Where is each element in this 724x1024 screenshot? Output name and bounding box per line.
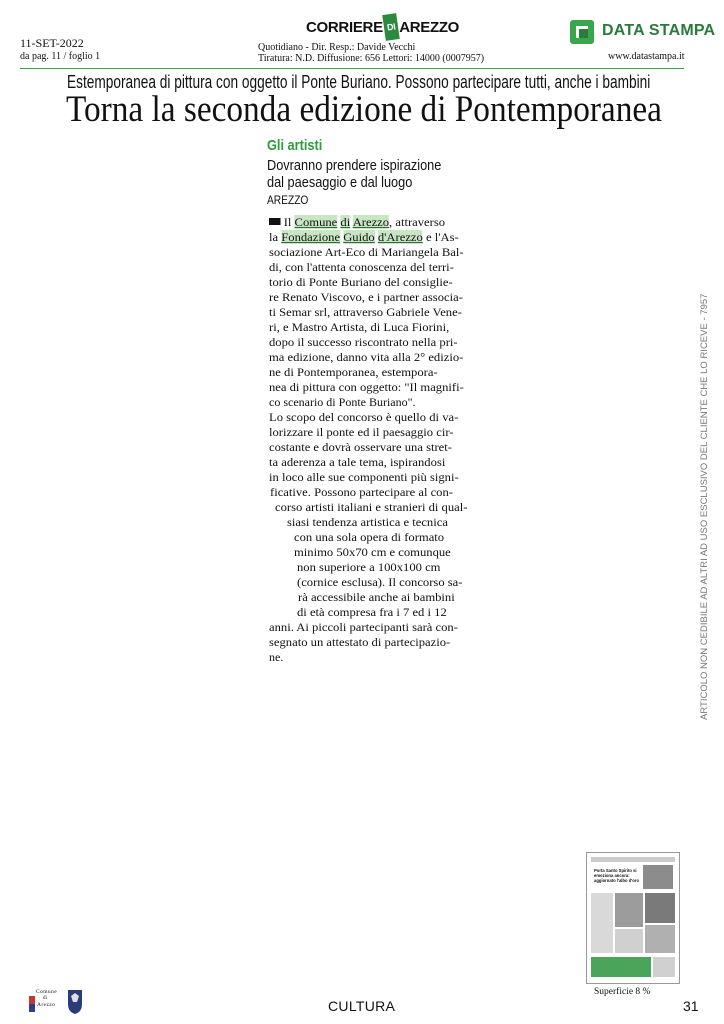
highlight-darezzo: d'Arezzo bbox=[377, 230, 423, 244]
data-stamp-logo-icon bbox=[570, 20, 594, 44]
header-divider bbox=[20, 68, 684, 69]
body-line: siasi tendenza artistica e tecnica bbox=[287, 515, 448, 529]
newspaper-logo bbox=[306, 14, 460, 38]
copyright-side-note: ARTICOLO NON CEDIBILE AD ALTRI AD USO ESCLUSIVO DEL CLIENTE CHE LO RICEVE - 7957 bbox=[699, 293, 710, 720]
crest-label-line-2: di bbox=[43, 996, 47, 1001]
article-headline: Torna la seconda edizione di Pontemporanea bbox=[66, 89, 662, 130]
body-line: ti Semar srl, attraverso Gabriele Vene- bbox=[269, 305, 462, 319]
body-text: e l'As- bbox=[425, 230, 459, 244]
page-thumbnail[interactable] bbox=[586, 852, 680, 984]
body-line: ri, e Mastro Artista, di Luca Fiorini, bbox=[269, 320, 450, 334]
body-text: la bbox=[269, 230, 279, 244]
body-line: lorizzare il ponte ed il paesaggio cir- bbox=[269, 425, 454, 439]
body-line: costante e dovrà osservare una stret- bbox=[269, 440, 452, 454]
body-line: (cornice esclusa). Il concorso sa- bbox=[297, 575, 463, 589]
paragraph-marker bbox=[269, 218, 281, 225]
article-subheadline-line-2: dal paesaggio e dal luogo bbox=[267, 174, 413, 191]
highlight-arezzo: Arezzo bbox=[352, 215, 390, 229]
body-line bbox=[269, 230, 459, 245]
data-stamp-name: DATA STAMPA bbox=[602, 22, 716, 39]
body-line: corso artisti italiani e stranieri di qual- bbox=[275, 500, 468, 514]
body-line: ne di Pontemporanea, estempora- bbox=[269, 365, 438, 379]
body-text: , attraverso bbox=[389, 215, 446, 229]
body-line: co scenario di Ponte Buriano". bbox=[269, 395, 416, 409]
body-line: Lo scopo del concorso è quello di va- bbox=[269, 410, 459, 424]
article-section-label: Gli artisti bbox=[267, 137, 323, 154]
publication-meta-line-1: Quotidiano - Dir. Resp.: Davide Vecchi bbox=[258, 42, 416, 53]
thumbnail-headline: Porta Santo Spirito si emoziona ancora: aggiornato l'albo d'oro bbox=[594, 868, 640, 883]
crest-icon bbox=[28, 982, 86, 1016]
crest-label-line-1: Comune bbox=[36, 989, 58, 995]
article-kicker: Estemporanea di pittura con oggetto il Ponte Buriano. Possono partecipare tutti, anche i bambini bbox=[67, 72, 651, 92]
highlight-di: di bbox=[340, 215, 351, 229]
body-line: anni. Ai piccoli partecipanti sarà con- bbox=[269, 620, 458, 634]
body-line: ficative. Possono partecipare al con- bbox=[270, 485, 453, 499]
comune-di-arezzo-logo bbox=[28, 982, 86, 1016]
highlight-fondazione: Fondazione bbox=[281, 230, 341, 244]
data-stamp-url[interactable]: www.datastampa.it bbox=[608, 51, 685, 62]
body-line: nea di pittura con oggetto: "Il magnifi- bbox=[269, 380, 464, 394]
body-line: re Renato Viscovo, e i partner associa- bbox=[269, 290, 463, 304]
body-line: rà accessibile anche ai bambini bbox=[298, 590, 455, 604]
body-line: torio di Ponte Buriano del consiglie- bbox=[269, 275, 453, 289]
page-info: da pag. 11 / foglio 1 bbox=[20, 51, 101, 62]
body-line: ma edizione, danno vita alla 2° edizio- bbox=[269, 350, 464, 364]
section-footer-label: CULTURA bbox=[328, 998, 396, 1014]
body-line: ne. bbox=[269, 650, 284, 664]
crest-label-line-3: Arezzo bbox=[37, 1002, 56, 1008]
page-number: 31 bbox=[683, 998, 699, 1014]
body-line: ta aderenza a tale tema, ispirandosi bbox=[269, 455, 446, 469]
body-line: minimo 50x70 cm e comunque bbox=[294, 545, 451, 559]
superficie-label: Superficie 8 % bbox=[594, 987, 651, 997]
article-dateline: AREZZO bbox=[267, 193, 309, 207]
body-line: di età compresa fra i 7 ed i 12 bbox=[297, 605, 447, 619]
publication-meta-line-2: Tiratura: N.D. Diffusione: 656 Lettori: 14000 (0007957) bbox=[258, 53, 485, 64]
logo-part-3: AREZZO bbox=[399, 19, 460, 36]
body-line bbox=[269, 215, 445, 230]
body-line: non superiore a 100x100 cm bbox=[297, 560, 441, 574]
highlight-guido: Guido bbox=[343, 230, 375, 244]
body-line: con una sola opera di formato bbox=[294, 530, 445, 544]
clip-date: 11-SET-2022 bbox=[20, 36, 84, 50]
body-line: sociazione Art-Eco di Mariangela Bal- bbox=[269, 245, 464, 259]
body-line: dopo il successo riscontrato nella pri- bbox=[269, 335, 458, 349]
logo-part-2: DI bbox=[382, 13, 400, 41]
article-subheadline-line-1: Dovranno prendere ispirazione bbox=[267, 157, 442, 174]
body-line: segnato un attestato di partecipazio- bbox=[269, 635, 451, 649]
highlight-comune: Comune bbox=[294, 215, 338, 229]
body-text: Il bbox=[283, 215, 292, 229]
body-line: di, con l'attenta conoscenza del terri- bbox=[269, 260, 454, 274]
logo-part-1: CORRIERE bbox=[306, 19, 383, 36]
body-line: in loco alle sue componenti più signi- bbox=[269, 470, 459, 484]
